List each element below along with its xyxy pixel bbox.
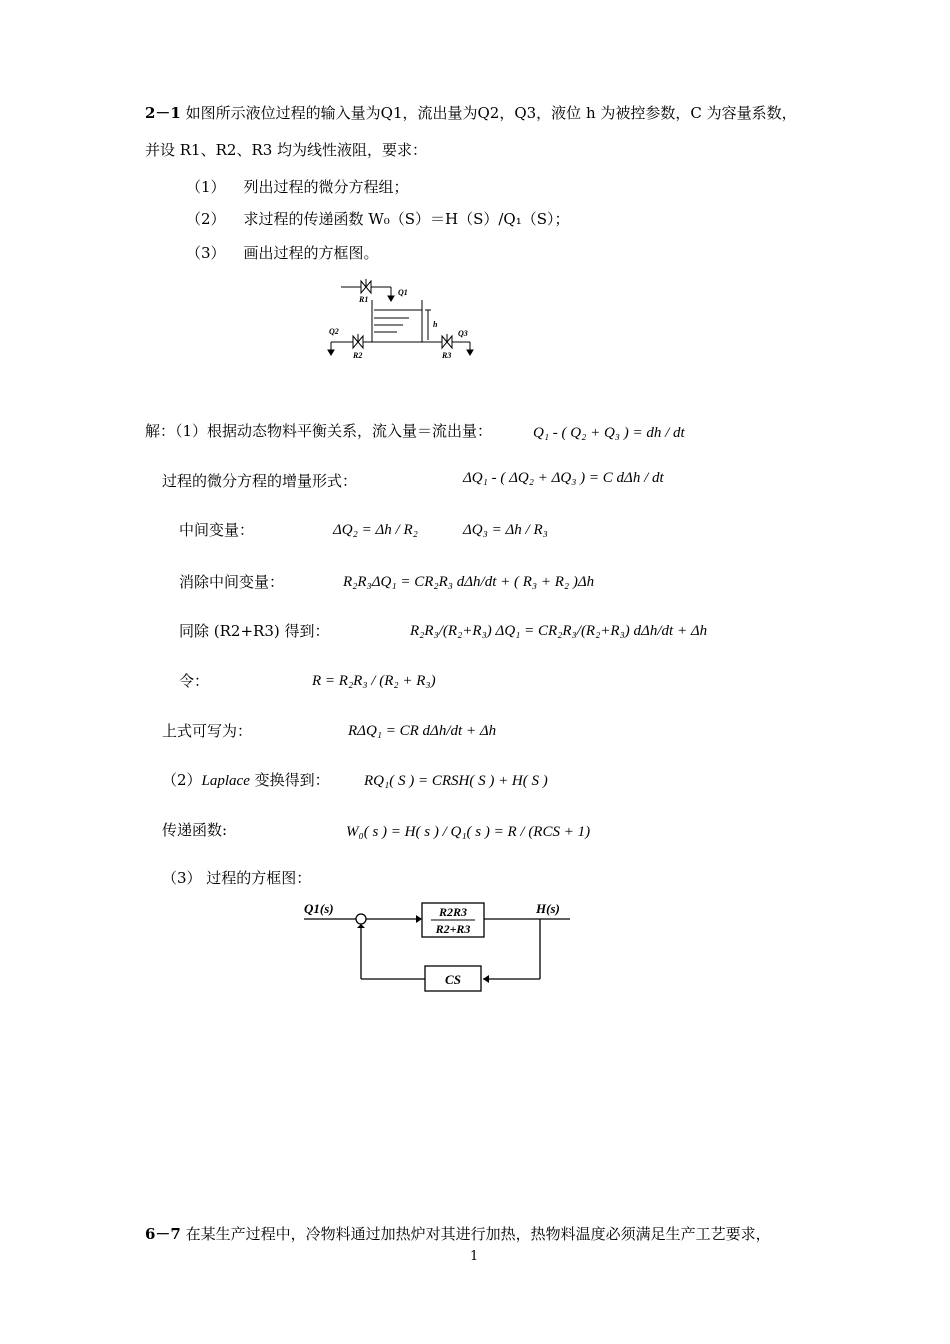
block-forward-numerator: R2R3: [438, 905, 468, 919]
block-diagram-label: （3） 过程的方框图：: [162, 869, 312, 887]
equation-laplace: RQ₁( S ) = CRSH( S ) + H( S ): [364, 773, 548, 789]
list-item: [186, 243, 379, 263]
list-item-text: 求过程的传递函数 W₀（S）＝H（S）/Q₁（S）；: [243, 210, 570, 228]
transfer-function-label: 传递函数:: [162, 821, 228, 839]
problem-2-line: [145, 1224, 771, 1244]
equation-transfer-function: W₀( s ) = H( s ) / Q₁( s ) = R / (RCS + 1): [346, 824, 591, 840]
equation-rewrite: RΔQ₁ = CR dΔh/dt + Δh: [348, 723, 497, 739]
block-input-label: Q1(s): [304, 901, 334, 916]
tank-label-q3: Q3: [458, 329, 468, 338]
block-feedback-label: CS: [445, 972, 461, 987]
problem-1-line-1: [145, 103, 797, 123]
tank-label-h: h: [433, 320, 438, 329]
list-item-text: 画出过程的方框图。: [243, 244, 379, 262]
list-item-number: （3）: [186, 244, 226, 262]
tank-figure: [325, 270, 485, 370]
list-item: [186, 177, 409, 197]
equation-balance: Q₁ - ( Q₂ + Q₃ ) = dh / dt: [533, 425, 685, 441]
equation-let: R = R₂R₃ / (R₂ + R₃): [312, 673, 436, 689]
solution-intro: 解：（1）根据动态物料平衡关系，流入量＝流出量：: [145, 422, 493, 440]
equation-intermediate-q2: ΔQ₂ = Δh / R₂: [333, 522, 418, 538]
tank-label-r2: R2: [353, 351, 363, 360]
let-label: 令：: [179, 672, 210, 690]
laplace-label-post: 变换得到：: [249, 771, 330, 789]
divide-label: 同除 (R2+R3) 得到：: [179, 622, 330, 640]
list-item: [186, 209, 570, 229]
laplace-word: Laplace: [201, 773, 250, 789]
tank-label-q2: Q2: [329, 327, 339, 336]
laplace-label-pre: （2）: [162, 771, 202, 789]
problem-2-text: 在某生产过程中，冷物料通过加热炉对其进行加热，热物料温度必须满足生产工艺要求，: [185, 1225, 771, 1243]
rewrite-label: 上式可写为：: [162, 722, 253, 740]
eliminate-label: 消除中间变量：: [179, 573, 285, 591]
incremental-label: 过程的微分方程的增量形式：: [162, 472, 358, 490]
problem-1-number: 2－1: [145, 104, 181, 122]
block-forward-denominator: R2+R3: [435, 922, 471, 936]
tank-label-r1: R1: [359, 295, 369, 304]
problem-1-text: 如图所示液位过程的输入量为Q1，流出量为Q2，Q3，液位 h 为被控参数，C 为容量系数，: [185, 104, 797, 122]
tank-label-r3: R3: [442, 351, 452, 360]
equation-incremental: ΔQ₁ - ( ΔQ₂ + ΔQ₃ ) = C dΔh / dt: [463, 470, 664, 486]
intermediate-label: 中间变量：: [179, 521, 255, 539]
block-output-label: H(s): [536, 901, 560, 916]
problem-1-line-2: 并设 R1、R2、R3 均为线性液阻，要求：: [145, 141, 428, 159]
equation-intermediate-q3: ΔQ₃ = Δh / R₃: [463, 522, 548, 538]
page-number: 1: [470, 1249, 479, 1264]
problem-2-number: 6－7: [145, 1225, 181, 1243]
list-item-number: （1）: [186, 178, 226, 196]
equation-eliminate: R₂R₃ΔQ₁ = CR₂R₃ dΔh/dt + ( R₃ + R₂ )Δh: [343, 574, 595, 590]
list-item-text: 列出过程的微分方程组；: [243, 178, 409, 196]
block-diagram: [300, 895, 575, 995]
tank-label-q1: Q1: [398, 288, 408, 297]
equation-divide: R₂R₃/(R₂+R₃) ΔQ₁ = CR₂R₃/(R₂+R₃) dΔh/dt + Δh: [410, 623, 708, 639]
laplace-label: [162, 770, 330, 791]
list-item-number: （2）: [186, 210, 226, 228]
